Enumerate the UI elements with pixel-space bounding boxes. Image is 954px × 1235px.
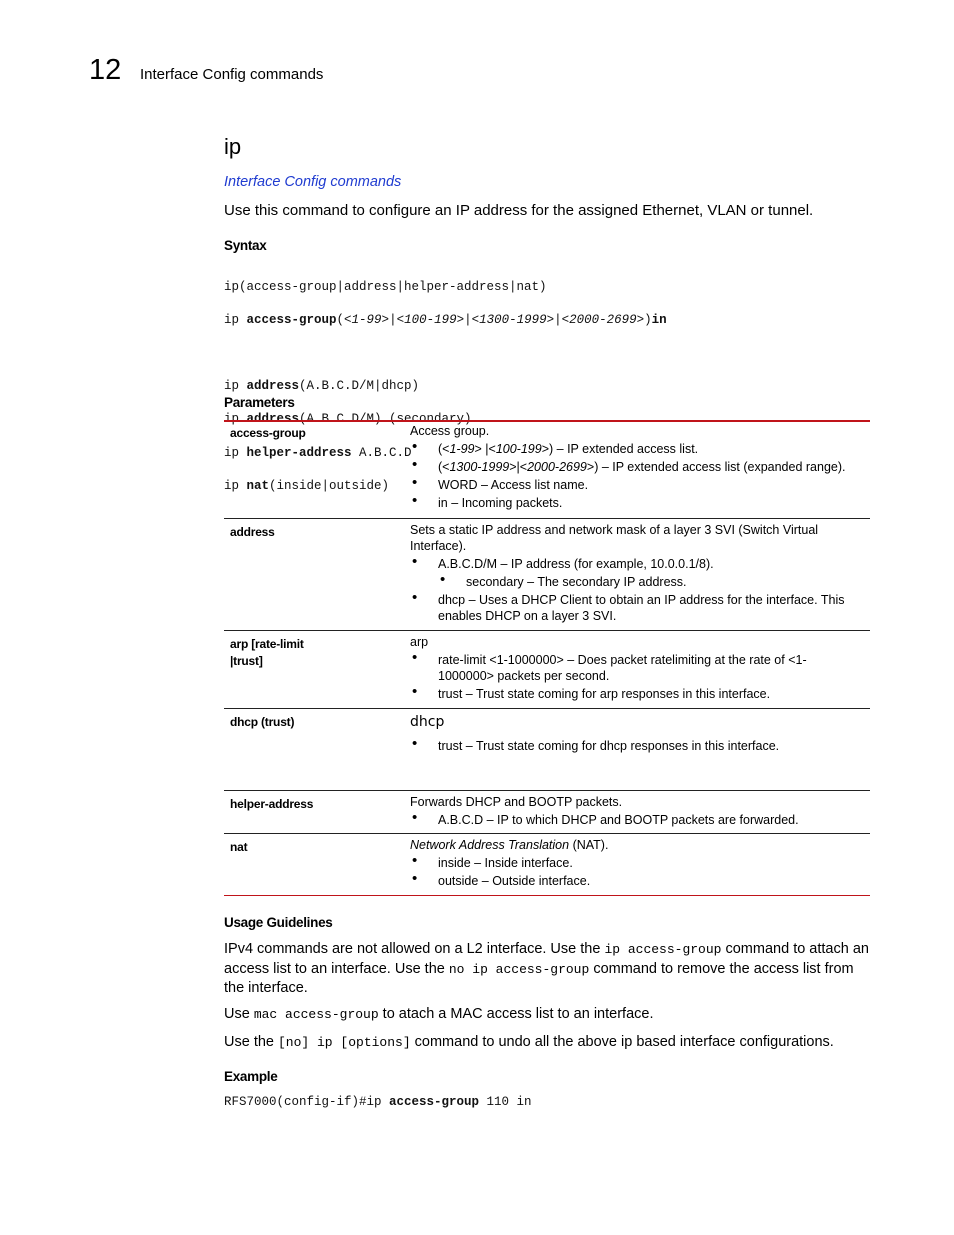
list-item: • A.B.C.D/M – IP address (for example, 10.0.0.1/8). — [410, 556, 870, 572]
list-item: • in – Incoming packets. — [410, 495, 870, 511]
list-item: • outside – Outside interface. — [410, 873, 870, 889]
usage-paragraph: Use the [no] ip [options] command to undo all the above ip based interface configurations. — [224, 1034, 834, 1050]
command-description: Use this command to configure an IP address for the assigned Ethernet, VLAN or tunnel. — [224, 202, 814, 219]
list-item: • (<1300-1999>|<2000-2699>) – IP extended access list (expanded range). — [410, 459, 870, 475]
usage-paragraph: IPv4 commands are not allowed on a L2 interface. Use the ip access-group command to attach an access list to an interface. Use the no ip access-group command to remove the access list from the interface. — [224, 941, 869, 996]
param-name: arp [rate-limit |trust] — [230, 636, 304, 668]
list-item: • rate-limit <1-1000000> – Does packet ratelimiting at the rate of <1-1000000> packets per second. — [410, 652, 818, 684]
table-row — [224, 790, 870, 833]
chapter-number: 12 — [89, 54, 122, 86]
list-item: • trust – Trust state coming for arp responses in this interface. — [410, 686, 870, 702]
example-heading: Example — [224, 1069, 278, 1084]
list-item: • trust – Trust state coming for dhcp responses in this interface. — [410, 738, 870, 754]
param-description: arp • rate-limit <1-1000000> – Does packet ratelimiting at the rate of <1-1000000> packets per second. • trust – Trust state coming for arp responses in this interface. — [404, 630, 870, 708]
list-item: • dhcp – Uses a DHCP Client to obtain an IP address for the interface. This enables DHCP on a layer 3 SVI. — [410, 592, 858, 624]
table-row — [224, 518, 870, 630]
param-name: access-group — [230, 426, 306, 440]
usage-heading: Usage Guidelines — [224, 915, 333, 930]
param-description: Forwards DHCP and BOOTP packets. • A.B.C.D – IP to which DHCP and BOOTP packets are forwarded. — [404, 790, 870, 833]
example-code: RFS7000(config-if)#ip access-group 110 in — [224, 1095, 532, 1109]
syntax-line: ip helper-address A.B.C.D — [224, 445, 412, 460]
param-name: dhcp (trust) — [230, 714, 295, 729]
param-name: helper-address — [230, 796, 314, 811]
command-title: ip — [224, 134, 242, 159]
param-name: nat — [230, 839, 248, 854]
param-description: Network Address Translation (NAT). • inside – Inside interface. • outside – Outside interface. — [404, 833, 870, 895]
list-item: • inside – Inside interface. — [410, 855, 870, 871]
parameters-table — [224, 420, 870, 896]
chapter-link[interactable]: Interface Config commands — [224, 174, 402, 190]
table-row — [224, 833, 870, 895]
table-row — [224, 708, 870, 790]
param-description: Sets a static IP address and network mask of a layer 3 SVI (Switch Virtual Interface). • A.B.C.D/M – IP address (for example, 10.0.0.1/8). • secondary – The secondary IP address. • dhcp – Uses a DHCP Client to obtain an IP address for the interface. This enables DHCP on a layer 3 SVI. — [404, 518, 870, 630]
param-name: address — [230, 524, 275, 539]
table-row — [224, 630, 870, 708]
usage-paragraph: Use mac access-group to atach a MAC access list to an interface. — [224, 1006, 654, 1022]
parameters-heading: Parameters — [224, 395, 295, 410]
syntax-line: ip address(A.B.C.D/M|dhcp) — [224, 379, 420, 394]
list-item: • secondary – The secondary IP address. — [410, 574, 870, 590]
list-item: • WORD – Access list name. — [410, 477, 870, 493]
list-item: • A.B.C.D – IP to which DHCP and BOOTP packets are forwarded. — [410, 812, 870, 828]
syntax-line: ip(access-group|address|helper-address|nat) — [224, 279, 547, 294]
syntax-line: ip nat(inside|outside) — [224, 478, 390, 493]
list-item: • (<1-99> |<100-199>) – IP extended access list. — [410, 441, 870, 457]
param-description: Access group. • (<1-99> |<100-199>) – IP extended access list. • (<1300-1999>|<2000-2699>) – IP extended access list (expanded range). • WORD – Access list name. • in – Incoming packets. — [404, 420, 870, 518]
table-row — [224, 420, 870, 518]
param-description: dhcp • trust – Trust state coming for dhcp responses in this interface. — [404, 708, 870, 790]
syntax-heading: Syntax — [224, 238, 267, 253]
syntax-line: ip access-group(<1-99>|<100-199>|<1300-1999>|<2000-2699>)in — [224, 312, 667, 327]
chapter-title: Interface Config commands — [140, 66, 324, 83]
